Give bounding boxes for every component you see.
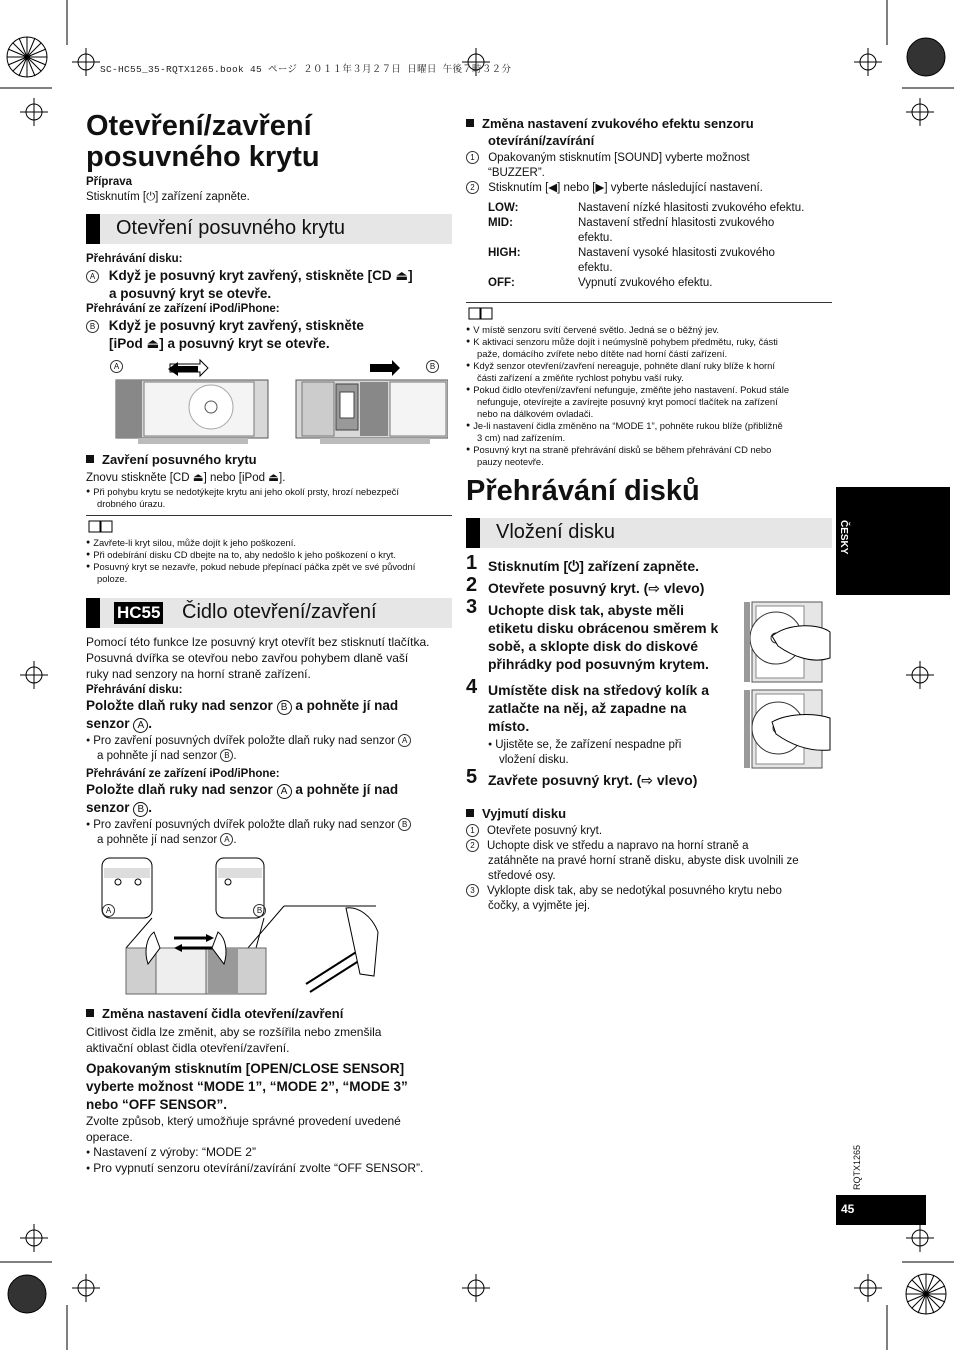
square-bullet-icon xyxy=(466,809,474,817)
step-a-line1: Když je posuvný kryt zavřený, stiskněte [CD ⏏] xyxy=(108,268,413,283)
change-sensor-instruction: Opakovaným stisknutím [OPEN/CLOSE SENSOR] vyberte možnost “MODE 1”, “MODE 2”, “MODE 3” nebo “OFF SENSOR”. xyxy=(86,1061,408,1112)
remove-steps xyxy=(466,824,834,914)
close-text: Znovu stiskněte [CD ⏏] nebo [iPod ⏏]. xyxy=(86,472,286,484)
note-item: ● Když senzor otevření/zavření nereaguje, pohněte dlaní ruky blíže k horní části zařízení a změňte rychlost pohybu vaší ruky. xyxy=(466,360,775,383)
fig1-marker-b: B xyxy=(426,360,439,373)
sound-heading: Změna nastavení zvukového efektu senzoru otevírání/zavírání xyxy=(466,115,832,149)
square-bullet-icon xyxy=(86,455,94,463)
step-b xyxy=(86,317,452,353)
page-number: 45 xyxy=(841,1202,855,1216)
sensor-intro: Pomocí této funkce lze posuvný kryt otevřít bez stisknutí tlačítka. Posuvná dvířka se otevřou nebo zavřou pohybem dlaně vaší ruky nad senzory na horní straně zařízení. xyxy=(86,635,430,681)
note-item: ● K aktivaci senzoru může dojít i neúmyslně pohybem předmětu, ruky, části paže, domácího zvířete nebo dítěte nad horní částí zařízení. xyxy=(466,336,778,359)
square-bullet-icon xyxy=(86,1009,94,1017)
divider xyxy=(86,515,452,516)
note-item: ● Posuvný kryt se nezavře, pokud nebude přepínací páčka zpět ve své původní poloze. xyxy=(86,561,416,584)
sensor-ipod-label: Přehrávání ze zařízení iPod/iPhone: xyxy=(86,768,280,780)
fig2-marker-b: B xyxy=(253,904,266,917)
remove-step-1: 1 Otevřete posuvný kryt. xyxy=(466,824,834,839)
ipod-label: Přehrávání ze zařízení iPod/iPhone: xyxy=(86,303,280,315)
step-2: 2 Otevřete posuvný kryt. (⇨ vlevo) xyxy=(466,574,705,596)
language-tab xyxy=(836,487,950,595)
priprava-label: Příprava xyxy=(86,176,133,188)
section-insert-disc xyxy=(466,518,832,548)
note-item: ● Zavřete-li kryt silou, může dojít k jeho poškození. xyxy=(86,537,296,548)
section-marker xyxy=(466,518,480,548)
setting-row: MID: Nastavení střední hlasitosti zvukového efektu. xyxy=(488,217,775,244)
close-note-line1: Při pohybu krytu se nedotýkejte krytu ani jeho okolí prsty, hrozí nebezpečí xyxy=(93,486,399,497)
disc-insert-illustration xyxy=(742,600,832,772)
page-title-line1: Otevření/zavření xyxy=(86,110,312,142)
close-note xyxy=(86,486,452,510)
bullet-item: ● Pro vypnutí senzoru otevírání/zavírání zvolte “OFF SENSOR”. xyxy=(86,1160,424,1175)
notes-list-2 xyxy=(466,324,834,468)
fig2-marker-a: A xyxy=(102,904,115,917)
sensor-ipod-step: Položte dlaň ruky nad senzor A a pohněte jí nad senzor B . xyxy=(86,782,399,815)
note-item: ● Posuvný kryt na straně přehrávání disků se během přehrávání CD nebo pauzy neotevře. xyxy=(466,444,772,467)
marker-b: B xyxy=(86,320,99,333)
note-item: ● Pokud čidlo otevření/zavření nefunguje, změňte jeho nastavení. Pokud stále nefunguje, otevírejte a zavírejte posuvný kryt pomocí tlačítek na zařízení nebo na dálkovém ovladači. xyxy=(466,384,790,419)
model-badge: HC55 xyxy=(114,602,163,624)
setting-row: LOW: Nastavení nízké hlasitosti zvukového efektu. xyxy=(488,202,805,214)
step-b-line1: Když je posuvný kryt zavřený, stiskněte xyxy=(108,318,364,333)
setting-row: HIGH: Nastavení vysoké hlasitosti zvukového efektu. xyxy=(488,247,775,274)
section-open-cover-title: Otevření posuvného krytu xyxy=(116,217,346,239)
sound-step-2: 2 Stisknutím [◀] nebo [▶] vyberte následující nastavení. xyxy=(466,181,832,196)
note-item: ● Je-li nastavení čidla změněno na “MODE 1”, pohněte rukou blíže (přibližně 3 cm) nad zařízením. xyxy=(466,420,783,443)
close-heading xyxy=(86,452,257,467)
step-a xyxy=(86,267,452,303)
insert-steps xyxy=(466,554,756,790)
step-b-line2: [iPod ⏏] a posuvný kryt se otevře. xyxy=(109,336,330,351)
doc-code: RQTX1265 xyxy=(852,1144,862,1190)
disc-play-title: Přehrávání disků xyxy=(466,475,700,507)
book-icon xyxy=(468,307,494,320)
change-sensor-desc: Citlivost čidla lze změnit, aby se rozšířila nebo zmenšila aktivační oblast čidla otevření/zavření. xyxy=(86,1025,382,1055)
square-bullet-icon xyxy=(466,119,474,127)
section-sensor xyxy=(86,598,452,628)
sound-settings-table xyxy=(488,201,834,291)
arrow-left-icon xyxy=(168,362,198,376)
priprava-text: Stisknutím [⏻] zařízení zapněte. xyxy=(86,191,250,203)
remove-step-2: 2 Uchopte disk ve středu a napravo na horní straně a zatáhněte na pravé horní straně disku, abyste disk uvolnili ze středové osy. xyxy=(466,839,834,884)
fig1-marker-a: A xyxy=(110,360,123,373)
note-item: ● V místě senzoru svítí červené světlo. Jedná se o běžný jev. xyxy=(466,324,720,335)
figure-hand-sensor xyxy=(96,856,386,1002)
step-3: 3 Uchopte disk tak, abyste měli etiketu disku obrácenou směrem k sobě, a sklopte disk do diskové přihrádky pod posuvným krytem. xyxy=(466,596,719,672)
close-note-line2: drobného úrazu. xyxy=(97,498,166,509)
sensor-ipod-note: ● Pro zavření posuvných dvířek položte dlaň ruky nad senzor B a pohněte jí nad senzor A . xyxy=(86,817,452,848)
sensor-disc-step: Položte dlaň ruky nad senzor B a pohněte jí nad senzor A . xyxy=(86,698,399,731)
sensor-disc-note: ● Pro zavření posuvných dvířek položte dlaň ruky nad senzor A a pohněte jí nad senzor B . xyxy=(86,733,452,764)
print-header: SC-HC55_35-RQTX1265.book 45 ページ ２０１１年３月２７日 日曜日 午後７時３２分 xyxy=(100,64,512,75)
section-marker xyxy=(86,598,100,628)
device-illustration xyxy=(108,358,448,450)
marker-a: A xyxy=(86,270,99,283)
page-title-line2: posuvného krytu xyxy=(86,141,320,173)
step-5: 5 Zavřete posuvný kryt. (⇨ vlevo) xyxy=(466,766,698,788)
sound-step-1: 1 Opakovaným stisknutím [SOUND] vyberte možnost “BUZZER”. xyxy=(466,151,832,181)
step-4: 4 Umístěte disk na středový kolík a zatlačte na něj, až zapadne na místo. ● Ujistěte se, že zařízení nespadne při vložení disku. xyxy=(466,676,709,766)
disc-label: Přehrávání disku: xyxy=(86,253,183,265)
close-heading-text: Zavření posuvného krytu xyxy=(102,452,257,467)
section-marker xyxy=(86,214,100,244)
section-open-cover xyxy=(86,214,452,244)
hand-sensor-illustration xyxy=(96,856,386,1002)
change-sensor-heading: Změna nastavení čidla otevření/zavření xyxy=(86,1006,343,1021)
page-title xyxy=(86,111,320,173)
language-tab-label: ČESKY xyxy=(838,520,849,555)
remove-step-3: 3 Vyklopte disk tak, aby se nedotýkal posuvného krytu nebo čočky, a vyjměte jej. xyxy=(466,884,834,914)
remove-heading: Vyjmutí disku xyxy=(466,806,566,821)
bullet-item: ● Nastavení z výroby: “MODE 2” xyxy=(86,1145,256,1159)
note-item: ● Při odebírání disku CD dbejte na to, aby nedošlo k jeho poškození o kryt. xyxy=(86,549,397,560)
divider xyxy=(466,302,832,303)
section-sensor-title: Čidlo otevření/zavření xyxy=(182,601,377,623)
notes-list-1 xyxy=(86,537,452,585)
step-1: 1 Stisknutím [⏻] zařízení zapněte. xyxy=(466,552,699,574)
figure-slide-cover xyxy=(108,358,448,450)
book-icon xyxy=(88,520,114,533)
change-sensor-text: Zvolte způsob, který umožňuje správné provedení uvedené operace. ● Nastavení z výroby: “MODE 2” ● Pro vypnutí senzoru otevírání/zavírání zvolte “OFF SENSOR”. xyxy=(86,1114,452,1176)
section-insert-disc-title: Vložení disku xyxy=(496,521,615,543)
step-a-line2: a posuvný kryt se otevře. xyxy=(109,286,272,301)
setting-row: OFF: Vypnutí zvukového efektu. xyxy=(488,277,713,289)
bullet-icon: ● xyxy=(86,488,91,495)
sensor-disc-label: Přehrávání disku: xyxy=(86,684,183,696)
